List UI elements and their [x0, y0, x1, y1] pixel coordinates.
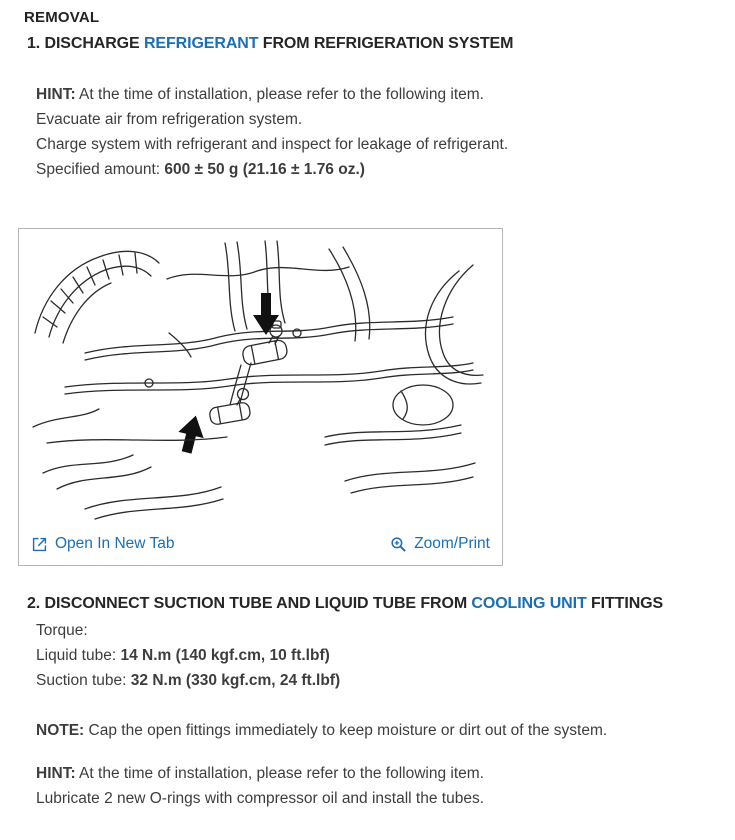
lubricate-line: Lubricate 2 new O-rings with compressor oil and install the tubes. — [36, 790, 484, 807]
hint-label-2: HINT: — [36, 765, 76, 782]
figure-toolbar — [19, 529, 502, 565]
suction-tube-torque-value: 32 N.m (330 kgf.cm, 24 ft.lbf) — [130, 672, 341, 689]
engine-diagram-image — [19, 229, 502, 529]
figure-engine-diagram — [18, 228, 503, 566]
note-label: NOTE: — [36, 722, 85, 739]
charge-line: Charge system with refrigerant and inspect for leakage of refrigerant. — [36, 136, 509, 153]
torque-label-line: Torque: — [36, 622, 88, 639]
step1-heading-text-post: FROM REFRIGERATION SYSTEM — [258, 35, 514, 52]
refrigerant-link[interactable]: REFRIGERANT — [143, 35, 259, 52]
step2-heading — [24, 593, 711, 615]
hint-line: HINT: At the time of installation, please refer to the following item. — [36, 86, 484, 103]
open-in-new-tab-link[interactable] — [31, 535, 174, 553]
step1-heading-text-pre: 1. DISCHARGE — [27, 35, 144, 52]
fitting-upper — [241, 339, 288, 366]
open-in-new-tab-label: Open In New Tab — [55, 535, 175, 552]
step2-heading-text-pre: 2. DISCONNECT SUCTION TUBE AND LIQUID TUBE FROM — [27, 595, 472, 612]
zoom-print-label: Zoom/Print — [414, 535, 490, 552]
arrow-down-icon — [253, 293, 279, 335]
step2-heading-text-post: FITTINGS — [586, 595, 664, 612]
hint-label: HINT: — [36, 86, 76, 103]
step1-heading — [24, 33, 711, 55]
step1-body — [36, 82, 711, 182]
liquid-tube-line: Liquid tube: 14 N.m (140 kgf.cm, 10 ft.lbf) — [36, 647, 330, 664]
step2-note-block — [36, 718, 711, 743]
evacuate-line: Evacuate air from refrigeration system. — [36, 111, 303, 128]
cooling-unit-link[interactable]: COOLING UNIT — [471, 595, 587, 612]
open-in-new-tab-icon — [31, 536, 48, 553]
zoom-print-link[interactable] — [390, 535, 490, 553]
step2-hint-block — [36, 761, 711, 811]
engine-line-drawing — [29, 237, 490, 529]
suction-tube-line: Suction tube: 32 N.m (330 kgf.cm, 24 ft.lbf) — [36, 672, 341, 689]
specified-amount-value: 600 ± 50 g (21.16 ± 1.76 oz.) — [164, 161, 365, 178]
liquid-tube-torque-value: 14 N.m (140 kgf.cm, 10 ft.lbf) — [120, 647, 330, 664]
zoom-magnifier-icon — [390, 536, 407, 553]
step2-torque-block — [36, 618, 711, 693]
fitting-lower — [209, 402, 251, 426]
specified-amount-line: Specified amount: 600 ± 50 g (21.16 ± 1.76 oz.) — [36, 161, 365, 178]
arrow-up-icon — [174, 412, 208, 455]
note-line: NOTE: Cap the open fittings immediately to keep moisture or dirt out of the system. — [36, 722, 608, 739]
hint-line-2: HINT: At the time of installation, please refer to the following item. — [36, 765, 484, 782]
page-title: REMOVAL — [24, 9, 100, 26]
